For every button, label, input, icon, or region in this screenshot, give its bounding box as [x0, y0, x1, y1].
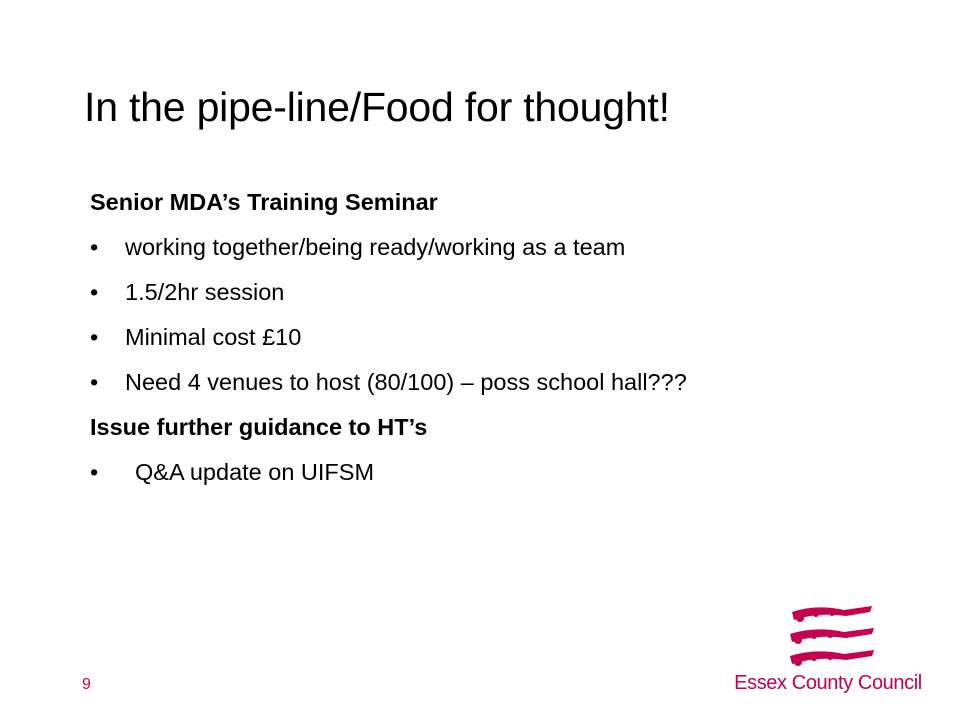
bullet-item — [90, 323, 930, 368]
bullet-symbol: • — [90, 234, 99, 260]
bullet-text: Need 4 venues to host (80/100) – poss school hall??? — [125, 369, 687, 395]
bullet-text: working together/being ready/working as a team — [125, 234, 626, 260]
section-heading: Senior MDA’s Training Seminar — [90, 189, 438, 215]
page-number: 9 — [82, 676, 91, 693]
bullet-symbol: • — [90, 459, 99, 485]
bullet-item — [90, 233, 930, 278]
essex-county-council-logo — [728, 602, 928, 698]
logo-text: Essex County Council — [734, 672, 922, 694]
bullet-text: Minimal cost £10 — [125, 324, 302, 350]
bullet-item — [90, 278, 930, 323]
bullet-text: 1.5/2hr session — [125, 279, 285, 305]
bullet-text: Q&A update on UIFSM — [135, 459, 375, 485]
bullet-symbol: • — [90, 324, 99, 350]
slide-title: In the pipe-line/Food for thought! — [84, 84, 670, 130]
seaxes-icon — [786, 602, 878, 674]
bullet-symbol: • — [90, 369, 99, 395]
section-heading: Issue further guidance to HT’s — [90, 414, 428, 440]
bullet-symbol: • — [90, 279, 99, 305]
bullet-item — [90, 458, 930, 503]
bullet-item — [90, 368, 930, 413]
slide-body — [90, 188, 930, 503]
